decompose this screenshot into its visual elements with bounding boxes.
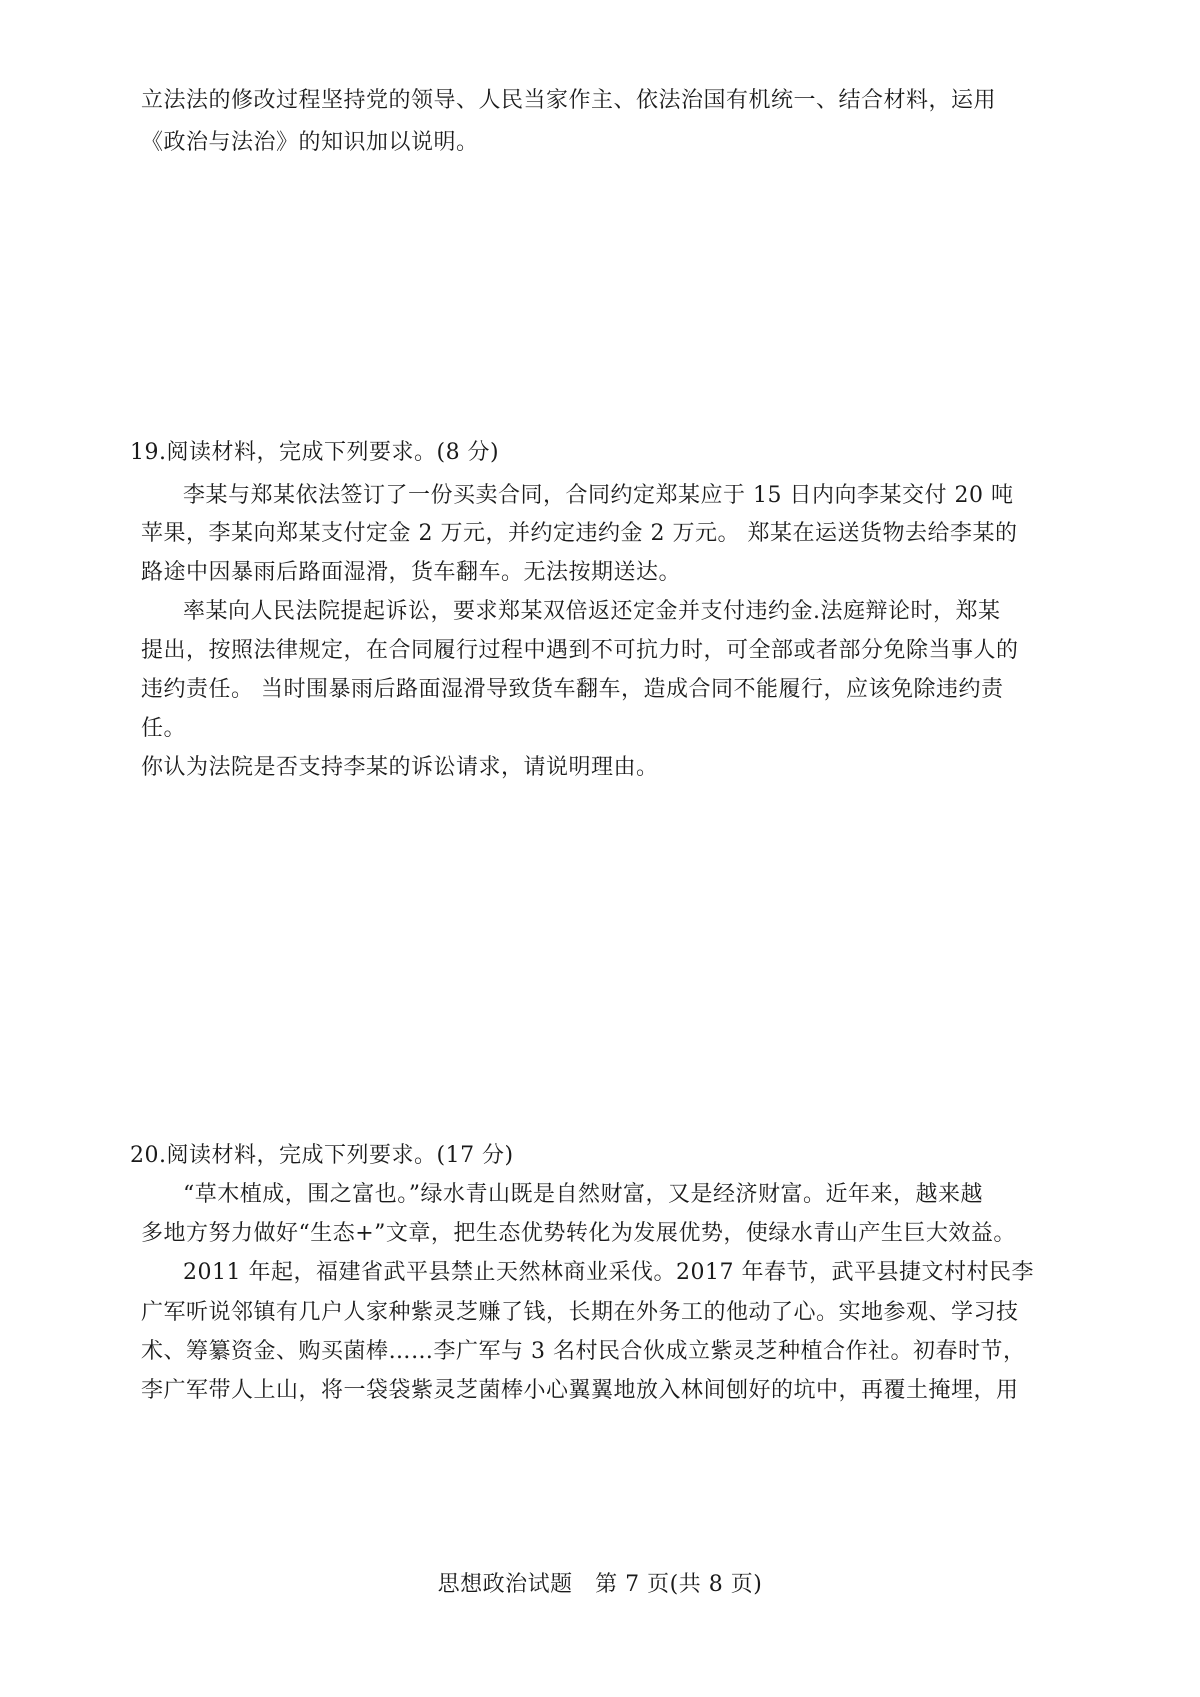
question-20-title: 20.阅读材料，完成下列要求。(17 分) — [130, 1143, 514, 1168]
intro-line-2: 《政治与法治》的知识加以说明。 — [141, 130, 479, 155]
page-footer: 思想政治试题 第 7 页(共 8 页) — [437, 1572, 763, 1597]
intro-line-1: 立法法的修改过程坚持党的领导、人民当家作主、依法治国有机统一、结合材料，运用 — [141, 88, 997, 113]
q19-para2-line-4: 任。 — [141, 716, 187, 741]
q19-para2-line-2: 提出，按照法律规定，在合同履行过程中遇到不可抗力时，可全部或者部分免除当事人的 — [141, 638, 1019, 663]
q20-para1-line-2: 多地方努力做好“生态+”文章，把生态优势转化为发展优势，使绿水青山产生巨大效益。 — [141, 1221, 1016, 1246]
q19-para2-line-3: 违约责任。 当时围暴雨后路面湿滑导致货车翻车，造成合同不能履行，应该免除违约责 — [141, 677, 1004, 702]
q19-para1-line-1: 李某与郑某依法签订了一份买卖合同，合同约定郑某应于 15 日内向李某交付 20 吨 — [183, 483, 1014, 508]
question-19-title: 19.阅读材料，完成下列要求。(8 分) — [130, 440, 500, 465]
q20-para2-line-2: 广军听说邻镇有几户人家种紫灵芝赚了钱，长期在外务工的他动了心。实地参观、学习技 — [141, 1300, 1019, 1325]
q19-question: 你认为法院是否支持李某的诉讼请求，请说明理由。 — [141, 755, 659, 780]
q20-para1-line-1: “草木植成，围之富也。”绿水青山既是自然财富，又是经济财富。近年来，越来越 — [183, 1182, 983, 1207]
q20-para2-line-4: 李广军带人上山，将一袋袋紫灵芝菌棒小心翼翼地放入林间刨好的坑中，再覆土掩埋，用 — [141, 1378, 1019, 1403]
q19-para1-line-2: 苹果，李某向郑某支付定金 2 万元，并约定违约金 2 万元。 郑某在运送货物去给李某的 — [141, 521, 1018, 546]
q20-para2-line-3: 术、筹纂资金、购买菌棒……李广军与 3 名村民合伙成立紫灵芝种植合作社。初春时节， — [141, 1339, 1026, 1364]
q19-para1-line-3: 路途中因暴雨后路面湿滑，货车翻车。无法按期送达。 — [141, 560, 682, 585]
q19-para2-line-1: 率某向人民法院提起诉讼，要求郑某双倍返还定金并支付违约金.法庭辩论时，郑某 — [183, 599, 1001, 624]
q20-para2-line-1: 2011 年起，福建省武平县禁止天然林商业采伐。2017 年春节，武平县捷文村村民李 — [183, 1260, 1034, 1285]
